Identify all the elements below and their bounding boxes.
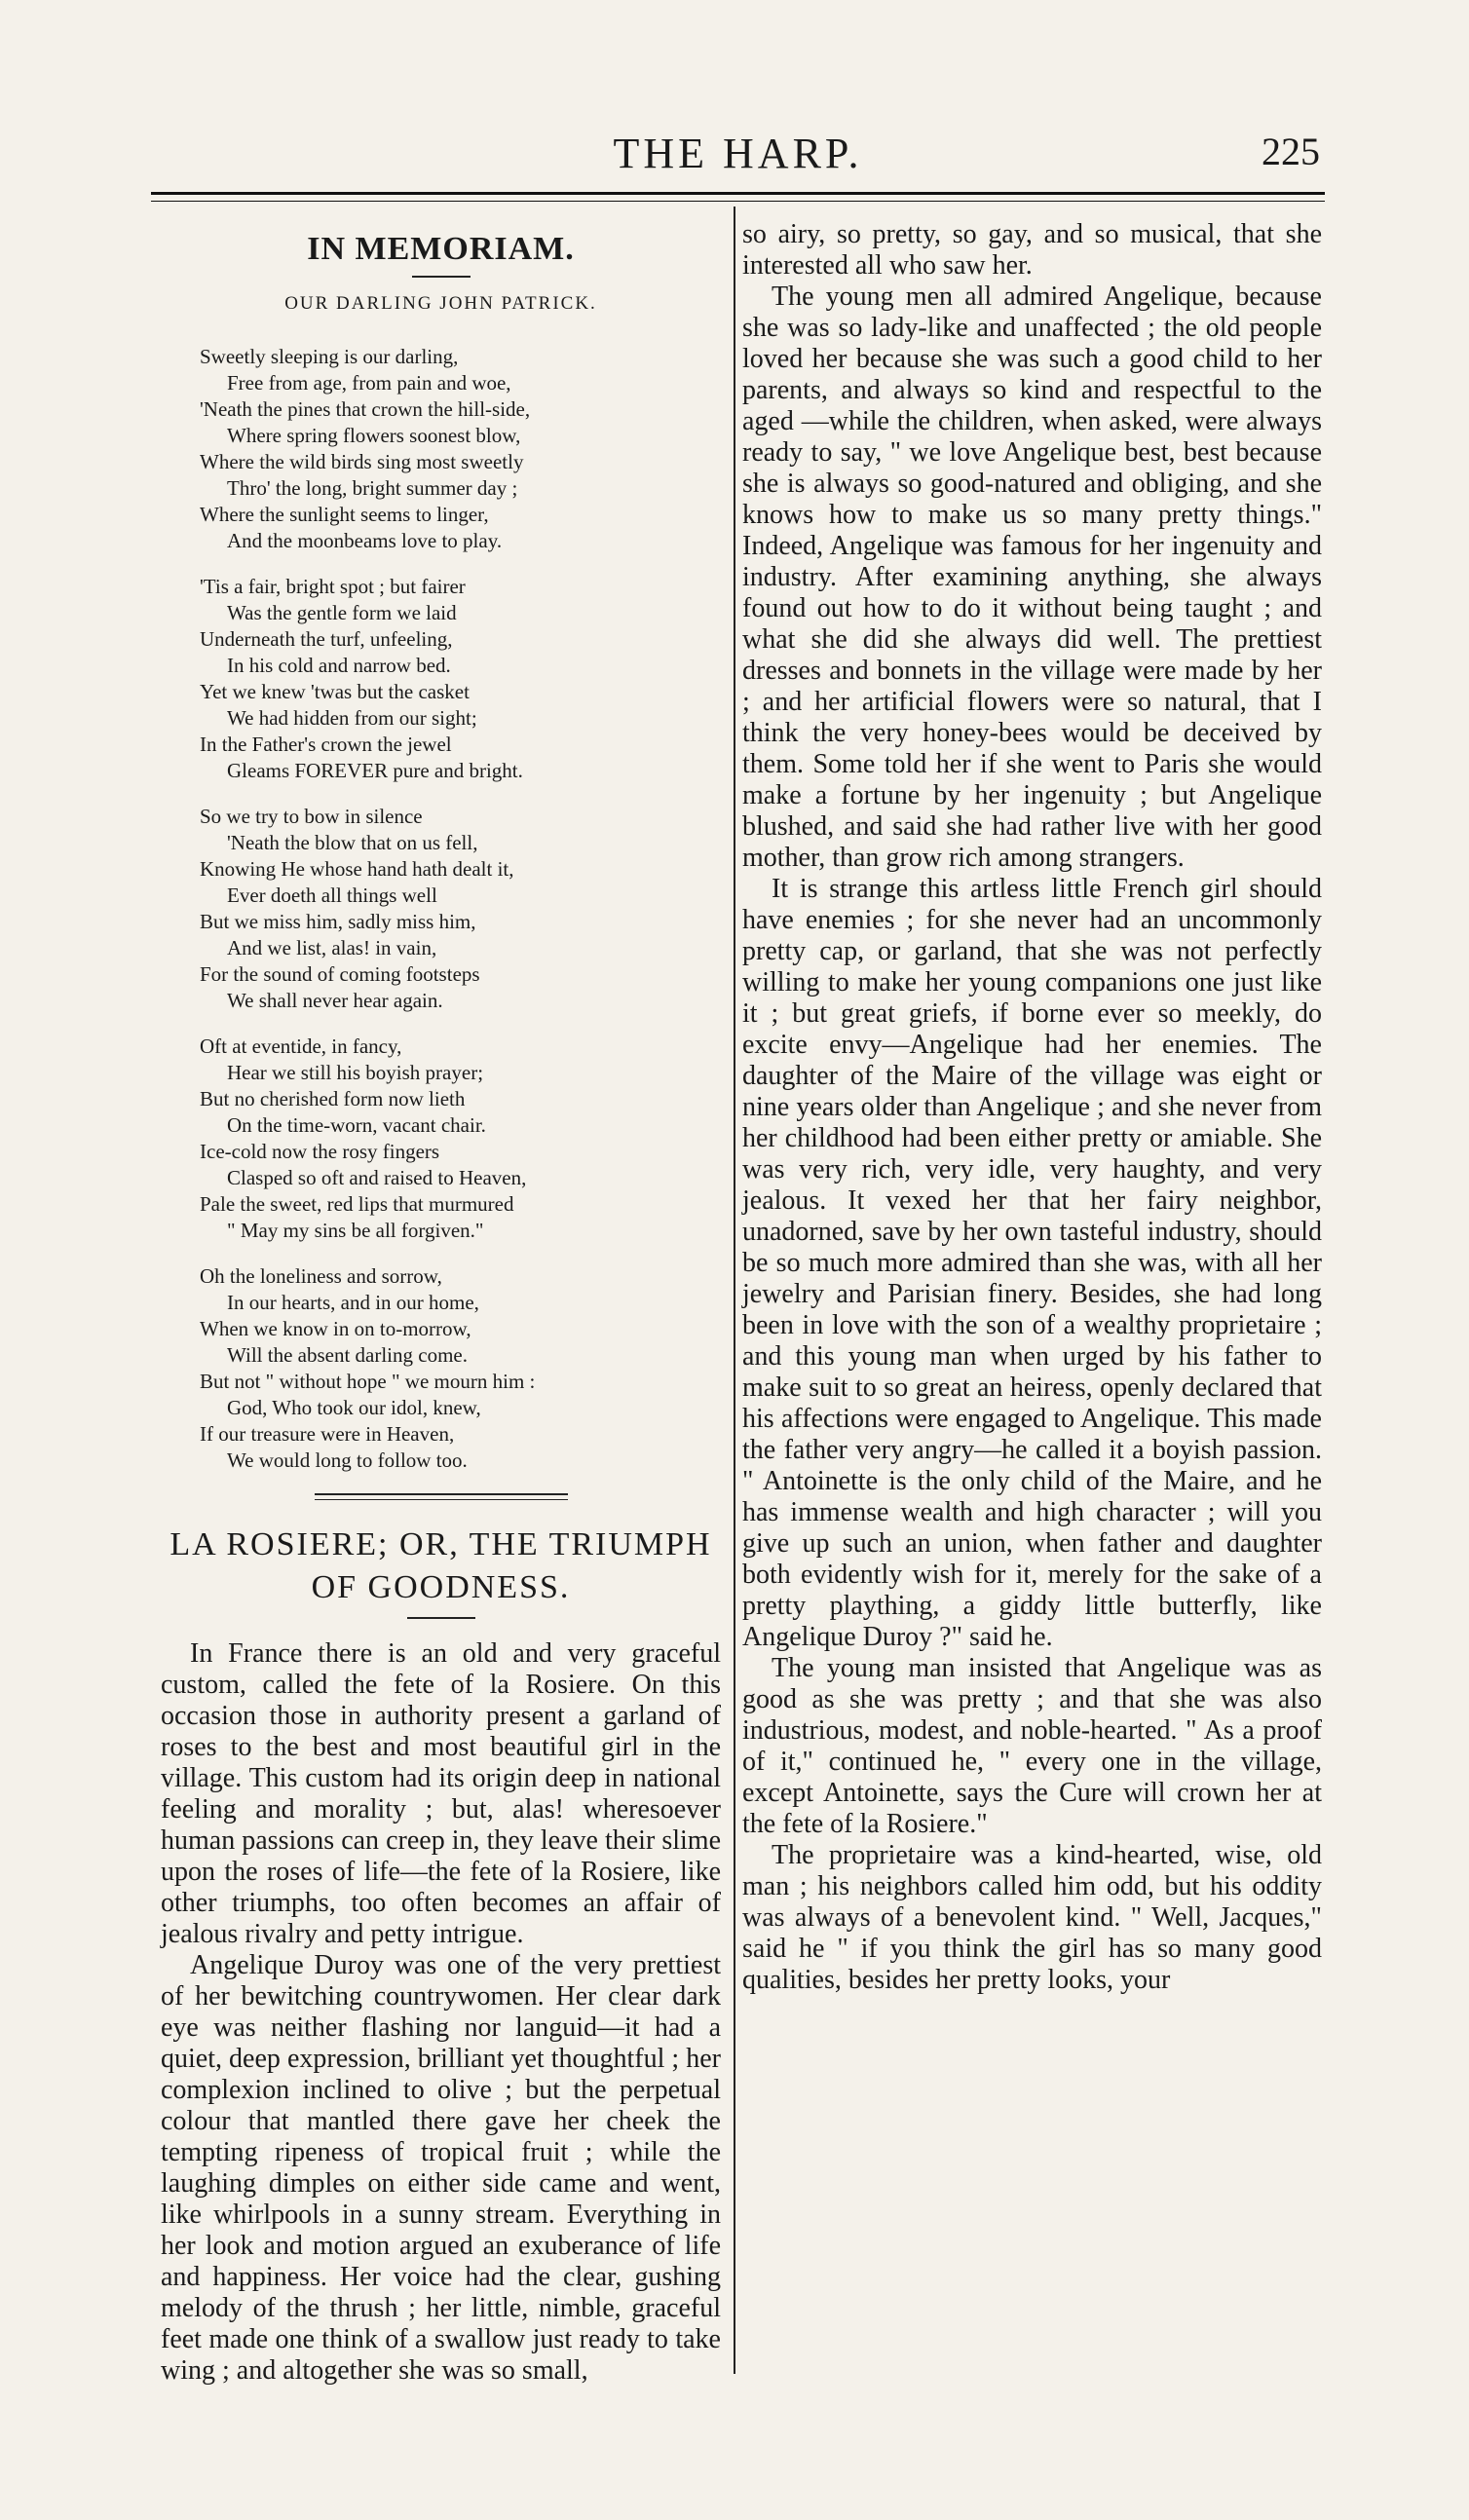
page-number: 225 <box>1262 130 1320 173</box>
poem-stanza <box>200 804 721 1014</box>
poem-line: On the time-worn, vacant chair. <box>227 1113 486 1137</box>
story-right-text <box>742 219 1322 1996</box>
poem-line: 'Neath the pines that crown the hill-side, <box>200 397 531 421</box>
poem-title: IN MEMORIAM. <box>307 231 575 267</box>
poem-line: But no cherished form now lieth <box>200 1087 466 1110</box>
poem-line: In our hearts, and in our home, <box>227 1291 479 1314</box>
header-rule-thick <box>151 192 1325 195</box>
poem-line: Oh the loneliness and sorrow, <box>200 1264 442 1288</box>
story-title-line-1: LA ROSIERE; OR, THE TRIUMPH <box>170 1526 712 1562</box>
poem-line: If our treasure were in Heaven, <box>200 1422 455 1446</box>
story-left-text <box>161 1638 721 2387</box>
poem-line: Sweetly sleeping is our darling, <box>200 345 459 368</box>
poem-line: Knowing He whose hand hath dealt it, <box>200 857 514 881</box>
poem-line: Where spring flowers soonest blow, <box>227 424 521 447</box>
story-paragraph: The young men all admired Angelique, because she was so lady-like and unaffected ; the old people loved her because she was such a good child to her parents, and always so kind and respectful to the aged —while the children, when asked, were always ready to say, " we love Angelique best, best because she is always so good-natured and obliging, and she knows how to make us so many pretty things." Indeed, Angelique was famous for her ingenuity and industry. After examining anything, she always found out how to do it without being taught ; and what she did she always did well. The prettiest dresses and bonnets in the village were made by her ; and her artificial flowers were so natural, that I think the very honey-bees would be deceived by them. Some told her if she went to Paris she would make a fortune by her ingenuity ; but Angelique blushed, and said she had rather live with her good mother, than grow rich among strangers. <box>742 282 1322 873</box>
poem-stanza <box>200 1034 721 1244</box>
poem-body <box>161 344 721 1474</box>
page-header <box>156 129 1320 187</box>
poem-line: Where the wild birds sing most sweetly <box>200 450 524 473</box>
poem-line: Ice-cold now the rosy fingers <box>200 1140 440 1163</box>
story-paragraph: so airy, so pretty, so gay, and so musical, that she interested all who saw her. <box>742 219 1322 281</box>
poem-line: We had hidden from our sight; <box>227 706 477 730</box>
section-divider-rule <box>315 1493 568 1495</box>
poem-stanza <box>200 574 721 784</box>
poem-line: Clasped so oft and raised to Heaven, <box>227 1166 527 1189</box>
poem-line: In the Father's crown the jewel <box>200 733 452 756</box>
story-paragraph: The proprietaire was a kind-hearted, wise, old man ; his neighbors called him odd, but his oddity was always of a benevolent kind. " Well, Jacques," said he " if you think the girl has so many good qualities, besides her pretty looks, your <box>742 1840 1322 1995</box>
poem-line: We shall never hear again. <box>227 989 443 1012</box>
poem-line: Pale the sweet, red lips that murmured <box>200 1192 514 1216</box>
poem-line: So we try to bow in silence <box>200 805 423 828</box>
poem-title-rule <box>412 276 471 278</box>
header-rule-thin <box>151 201 1325 202</box>
poem-line: Will the absent darling come. <box>227 1343 468 1367</box>
poem-line: " May my sins be all forgiven." <box>227 1219 484 1242</box>
poem-line: Where the sunlight seems to linger, <box>200 503 489 526</box>
poem-line: God, Who took our idol, knew, <box>227 1396 481 1419</box>
story-title-line-2: OF GOODNESS. <box>311 1569 571 1605</box>
story-paragraph: In France there is an old and very graceful custom, called the fete of la Rosiere. On this occasion those in authority present a garland of roses to the best and most beautiful girl in the village. This custom had its origin deep in national feeling and morality ; but, alas! wheresoever human passions can creep in, they leave their slime upon the roses of life—the fete of la Rosiere, like other triumphs, too often becomes an affair of jealous rivalry and petty intrigue. <box>161 1638 721 1949</box>
poem-line: But not " without hope " we mourn him : <box>200 1370 536 1393</box>
poem-line: 'Tis a fair, bright spot ; but fairer <box>200 575 466 598</box>
poem-line: Was the gentle form we laid <box>227 601 457 624</box>
story-paragraph: Angelique Duroy was one of the very prettiest of her bewitching countrywomen. Her clear dark eye was neither flashing nor languid—it had a quiet, deep expression, brilliant yet thoughtful ; her complexion inclined to olive ; but the perpetual colour that mantled there gave her cheek the tempting ripeness of tropical fruit ; while the laughing dimples on either side came and went, like whirlpools in a sunny stream. Everything in her look and motion argued an exuberance of life and happiness. Her voice had the clear, gushing melody of the thrush ; her little, nimble, graceful feet made one think of a swallow just ready to take wing ; and altogether she was so small, <box>161 1950 721 2386</box>
poem-line: We would long to follow too. <box>227 1448 468 1472</box>
column-divider <box>734 207 735 2374</box>
poem-line: For the sound of coming footsteps <box>200 962 480 986</box>
poem-line: Yet we knew 'twas but the casket <box>200 680 470 703</box>
poem-line: Gleams FOREVER pure and bright. <box>227 759 523 782</box>
right-column <box>742 219 1322 1996</box>
section-divider-rule-thin <box>315 1499 568 1500</box>
poem-line: Thro' the long, bright summer day ; <box>227 476 518 500</box>
page-title: THE HARP. <box>613 130 863 177</box>
poem-line: Ever doeth all things well <box>227 884 437 907</box>
poem-stanza <box>200 344 721 554</box>
poem-line: 'Neath the blow that on us fell, <box>227 831 478 854</box>
poem-line: In his cold and narrow bed. <box>227 654 451 677</box>
poem-line: But we miss him, sadly miss him, <box>200 910 476 933</box>
poem-line: And we list, alas! in vain, <box>227 936 437 959</box>
story-title <box>161 1523 721 1609</box>
left-column <box>161 219 721 2387</box>
poem-stanza <box>200 1263 721 1474</box>
poem-line: And the moonbeams love to play. <box>227 529 503 552</box>
story-paragraph: It is strange this artless little French girl should have enemies ; for she never had an uncommonly pretty cap, or garland, that she was not perfectly willing to make her young companions one just like it ; but great griefs, if borne ever so meekly, do excite envy—Angelique had her enemies. The daughter of the Maire of the village was eight or nine years older than Angelique ; and she never from her childhood had been either pretty or amiable. She was very rich, very idle, very haughty, and very jealous. It vexed her that her fairy neighbor, unadorned, save by her own tasteful industry, should be so much more admired than she was, with all her jewelry and Parisian finery. Besides, she had long been in love with the son of a wealthy proprietaire ; and this young man when urged by his father to make suit to so great an heiress, openly declared that his affections were engaged to Angelique. This made the father very angry—he called it a boyish passion. " Antoinette is the only child of the Maire, and he has immense wealth and high character ; will you give up such an union, when father and daughter both evidently wish for it, merely for the sake of a pretty plaything, a giddy little butterfly, like Angelique Duroy ?" said he. <box>742 874 1322 1652</box>
poem-line: Free from age, from pain and woe, <box>227 371 511 395</box>
story-paragraph: The young man insisted that Angelique was as good as she was pretty ; and that she was also industrious, modest, and noble-hearted. " As a proof of it," continued he, " every one in the village, except Antoinette, says the Cure will crown her at the fete of la Rosiere." <box>742 1653 1322 1839</box>
poem-line: Underneath the turf, unfeeling, <box>200 627 453 651</box>
poem-line: Hear we still his boyish prayer; <box>227 1061 484 1084</box>
poem-line: Oft at eventide, in fancy, <box>200 1034 402 1058</box>
poem-dedication: OUR DARLING JOHN PATRICK. <box>284 293 597 314</box>
poem-line: When we know in on to-morrow, <box>200 1317 471 1340</box>
story-title-rule <box>407 1617 475 1619</box>
